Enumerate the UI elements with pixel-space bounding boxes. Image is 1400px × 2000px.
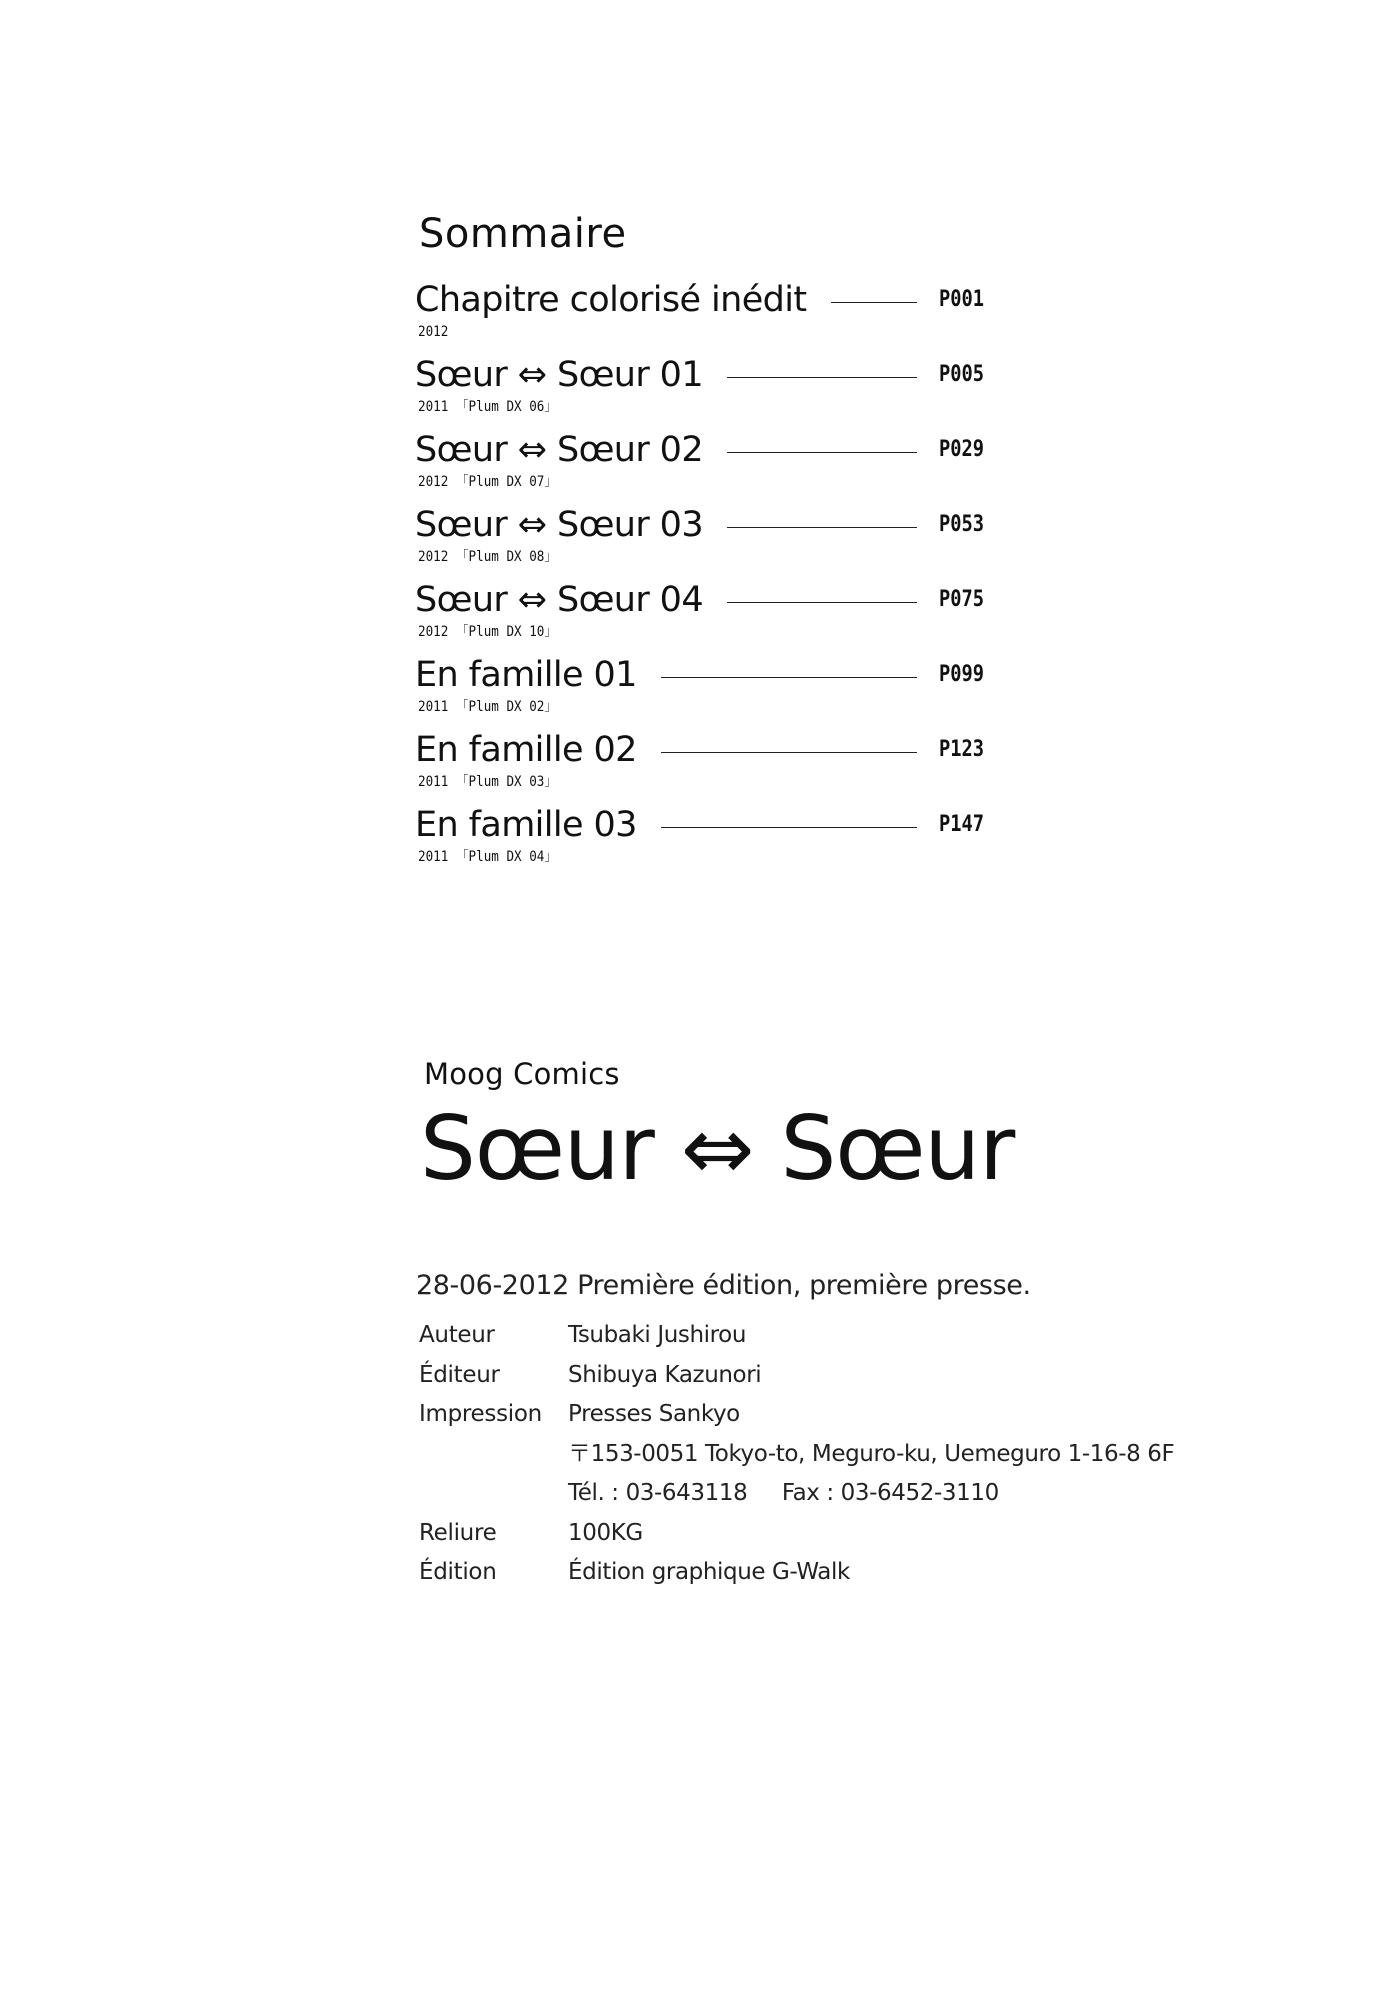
toc-entry-title: Sœur ⇔ Sœur 03 — [415, 505, 704, 545]
toc-entry-page: P123 — [939, 737, 985, 762]
toc-entry-source: 2011 「Plum DX 02」 — [418, 699, 557, 715]
credit-row — [419, 1435, 1174, 1475]
toc-entry-page: P029 — [939, 437, 985, 462]
credit-label — [419, 1474, 568, 1514]
credit-label: Impression — [419, 1401, 542, 1427]
credit-row — [419, 1553, 1174, 1593]
toc-leader-line — [831, 302, 917, 303]
credit-label: Reliure — [419, 1519, 497, 1546]
toc-entry-page: P001 — [939, 287, 985, 312]
toc-entry — [415, 353, 995, 428]
toc-entry-title: En famille 03 — [415, 805, 637, 845]
toc-entry-source: 2011 「Plum DX 04」 — [418, 849, 557, 865]
toc-entry-source: 2011 「Plum DX 03」 — [418, 774, 557, 790]
toc-entry-title: En famille 02 — [415, 730, 637, 770]
toc-entry-row — [415, 278, 995, 322]
toc-leader-line — [727, 602, 917, 603]
credit-row — [419, 1316, 1174, 1356]
toc-entry-row — [415, 803, 995, 847]
toc-entry-row — [415, 503, 995, 547]
toc-entry-title: En famille 01 — [415, 655, 637, 695]
toc-entry-title: Sœur ⇔ Sœur 04 — [415, 580, 704, 620]
toc-leader-line — [727, 377, 917, 378]
toc-entry-source: 2012 「Plum DX 07」 — [418, 474, 557, 490]
toc-entry — [415, 728, 995, 803]
toc-entry — [415, 653, 995, 728]
toc-entry-row — [415, 353, 995, 397]
toc-entry-row — [415, 578, 995, 622]
toc-entry-row — [415, 653, 995, 697]
toc-entry-source: 2012 — [418, 324, 449, 340]
toc-entry-page: P005 — [939, 362, 985, 387]
toc-leader-line — [661, 677, 917, 678]
credit-value: Édition graphique G-Walk — [568, 1559, 850, 1585]
phone-fax-value: Tél. : 03-643118 Fax : 03-6452-3110 — [568, 1480, 999, 1506]
toc-entry-page: P075 — [939, 587, 985, 612]
toc-entry-row — [415, 728, 995, 772]
toc-entry-source: 2011 「Plum DX 06」 — [418, 399, 557, 415]
toc-entry — [415, 428, 995, 503]
credit-value: 100KG — [568, 1519, 643, 1546]
toc-entry-page: P099 — [939, 662, 985, 687]
credit-value: Presses Sankyo — [568, 1401, 740, 1427]
credit-value: Shibuya Kazunori — [568, 1361, 762, 1388]
credit-label: Éditeur — [419, 1361, 500, 1388]
toc-entry-page: P147 — [939, 812, 985, 837]
address-value: 〒153-0051 Tokyo-to, Meguro-ku, Uemeguro 1-16-8 6F — [568, 1440, 1175, 1467]
toc-entry — [415, 278, 995, 353]
toc-entry-title: Sœur ⇔ Sœur 02 — [415, 430, 704, 470]
credit-label: Auteur — [419, 1322, 495, 1348]
credits-list — [419, 1316, 1174, 1593]
credit-row — [419, 1514, 1174, 1554]
toc-leader-line — [727, 452, 917, 453]
toc-leader-line — [661, 827, 917, 828]
toc-entry — [415, 803, 995, 878]
toc-entry-source: 2012 「Plum DX 10」 — [418, 624, 557, 640]
book-title: Sœur ⇔ Sœur — [420, 1097, 1015, 1200]
edition-line: 28-06-2012 Première édition, première presse. — [416, 1270, 1031, 1301]
toc-entry-row — [415, 428, 995, 472]
toc-leader-line — [727, 527, 917, 528]
imprint-name: Moog Comics — [424, 1057, 620, 1091]
toc-leader-line — [661, 752, 917, 753]
toc-entry-title: Sœur ⇔ Sœur 01 — [415, 355, 704, 395]
credit-label — [419, 1435, 568, 1475]
credit-value: Tsubaki Jushirou — [568, 1322, 747, 1348]
toc-entry-source: 2012 「Plum DX 08」 — [418, 549, 557, 565]
toc-entry — [415, 503, 995, 578]
toc-heading: Sommaire — [419, 211, 627, 257]
toc-entry — [415, 578, 995, 653]
credit-row — [419, 1395, 1174, 1435]
credit-label: Édition — [419, 1559, 497, 1585]
credit-row — [419, 1474, 1174, 1514]
toc-entry-page: P053 — [939, 512, 985, 537]
table-of-contents — [415, 208, 995, 878]
toc-entry-title: Chapitre colorisé inédit — [415, 280, 807, 320]
credit-row — [419, 1356, 1174, 1396]
